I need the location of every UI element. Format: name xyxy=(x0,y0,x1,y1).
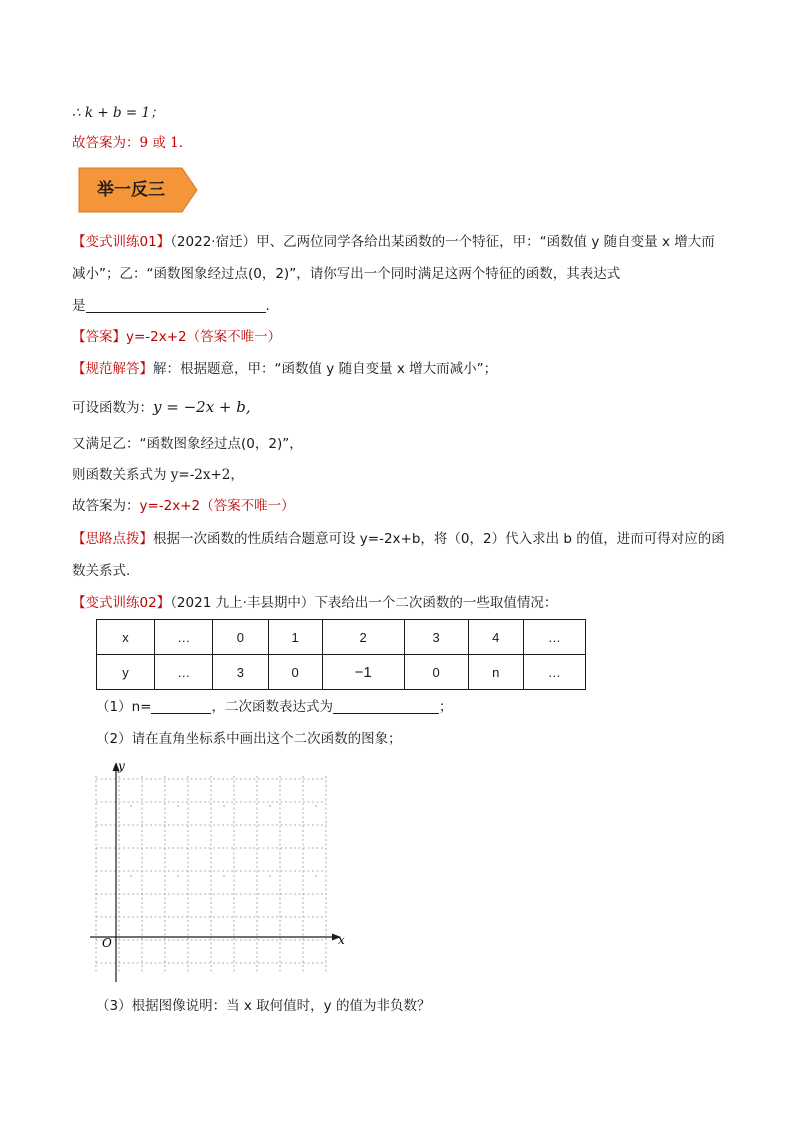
ex1-step2: 又满足乙：“函数图象经过点(0，2)”， xyxy=(72,436,303,452)
ex2-intro: （2021 九上·丰县期中）下表给出一个二次函数的一些取值情况： xyxy=(170,595,558,611)
table-row xyxy=(97,620,586,655)
grid-dot xyxy=(130,805,132,807)
values-table xyxy=(96,619,586,690)
ex2-q3-line xyxy=(96,996,430,1016)
ex1-line2 xyxy=(72,264,620,284)
grid-dot xyxy=(315,805,317,807)
table-cell: 3 xyxy=(213,655,268,690)
table-cell: x xyxy=(97,620,155,655)
ex1-answer-tag: 【答案】 xyxy=(72,329,126,345)
ex1-hint1: 根据一次函数的性质结合题意可设 y=-2x+b，将（0，2）代入求出 b 的值，进而可得对应的函 xyxy=(153,531,725,547)
ex1-line3 xyxy=(72,296,270,316)
ex1-line1 xyxy=(72,232,715,252)
table-cell: 0 xyxy=(268,655,322,690)
table-cell: … xyxy=(155,655,213,690)
table-cell: 4 xyxy=(468,620,523,655)
grid-dot xyxy=(269,805,271,807)
ex2-q2: （2）请在直角坐标系中画出这个二次函数的图象； xyxy=(96,731,402,747)
answer-value: 9 或 1. xyxy=(139,135,184,151)
answer-prefix: 故答案为： xyxy=(72,135,140,151)
table-cell: 0 xyxy=(404,655,468,690)
ex1-step4-value: y=-2x+2（答案不唯一） xyxy=(139,498,295,514)
ex2-q3: （3）根据图像说明：当 x 取何值时，y 的值为非负数？ xyxy=(96,998,431,1014)
ex1-step3-value: y=-2x+2， xyxy=(170,467,244,483)
ex1-text-line3-end: . xyxy=(265,298,270,314)
ex1-hint2: 数关系式. xyxy=(72,563,131,579)
ex2-q1-a: （1）n= xyxy=(96,699,152,715)
ex1-step3-prefix: 则函数关系式为 xyxy=(72,467,171,483)
ex2-q1-blank-expr xyxy=(333,699,439,714)
table-cell: 3 xyxy=(404,620,468,655)
ex1-step1-line xyxy=(72,397,251,418)
ex1-tag: 【变式训练01】 xyxy=(72,234,171,250)
ex1-answer: y=-2x+2（答案不唯一） xyxy=(126,329,282,345)
ex1-solution-tag: 【规范解答】 xyxy=(72,361,153,377)
ex1-step2-line xyxy=(72,434,303,454)
grid-dot xyxy=(177,875,179,877)
ex1-text-line2: 减小”；乙：“函数图象经过点(0，2)”，请你写出一个同时满足这两个特征的函数，其表达式 xyxy=(72,266,621,282)
ex2-q2-line xyxy=(96,729,402,749)
ex1-solution-line xyxy=(72,359,497,379)
ex1-hint-tag: 【思路点拨】 xyxy=(72,531,153,547)
ex1-answer-blank xyxy=(86,298,266,313)
ex2-q1-b: ，二次函数表达式为 xyxy=(211,699,333,715)
ex1-step1-math: y = −2x + b, xyxy=(153,398,251,416)
table-cell: … xyxy=(523,620,585,655)
table-cell: n xyxy=(468,655,523,690)
ex2-tag: 【变式训练02】 xyxy=(72,595,171,611)
table-cell: y xyxy=(97,655,155,690)
ex1-hint-line1 xyxy=(72,529,725,549)
badge-label: 举一反三 xyxy=(97,180,165,200)
ex1-hint-line2 xyxy=(72,561,130,581)
ex2-q1-c: ； xyxy=(438,699,453,715)
ex1-solution: 解：根据题意，甲：“函数值 y 随自变量 x 增大而减小”； xyxy=(153,361,498,377)
ex1-step1: 可设函数为： xyxy=(72,400,153,416)
x-axis-label: x xyxy=(338,933,345,947)
grid-dot xyxy=(269,875,271,877)
grid-dot xyxy=(177,805,179,807)
table-cell: … xyxy=(523,655,585,690)
ex1-step4-line xyxy=(72,496,295,516)
ex2-intro-line xyxy=(72,593,557,613)
ex1-answer-line xyxy=(72,327,281,347)
ex1-text-line3-start: 是 xyxy=(72,298,86,314)
table-cell: −1 xyxy=(322,655,404,690)
therefore-line xyxy=(72,103,164,123)
grid-dot xyxy=(223,805,225,807)
grid-dot xyxy=(130,875,132,877)
table-cell: 1 xyxy=(268,620,322,655)
ex1-step4-prefix: 故答案为： xyxy=(72,498,140,514)
grid-dot xyxy=(315,875,317,877)
y-axis-label: y xyxy=(118,759,125,773)
section-badge xyxy=(78,167,198,213)
ex1-text-line1: （2022·宿迁）甲、乙两位同学各给出某函数的一个特征，甲：“函数值 y 随自变量 x 增大而 xyxy=(170,234,715,250)
therefore-math: ∴ k + b = 1； xyxy=(72,105,164,121)
origin-label: O xyxy=(102,936,112,950)
ex2-q1-line xyxy=(96,697,452,717)
grid-svg xyxy=(86,756,356,984)
ex1-step3-line xyxy=(72,465,244,485)
grid-dot xyxy=(223,875,225,877)
table-row xyxy=(97,655,586,690)
table-cell: 0 xyxy=(213,620,268,655)
answer-line xyxy=(72,133,183,153)
table-cell: 2 xyxy=(322,620,404,655)
coordinate-grid xyxy=(86,756,356,988)
ex2-q1-blank-n xyxy=(151,699,211,714)
table-cell: … xyxy=(155,620,213,655)
